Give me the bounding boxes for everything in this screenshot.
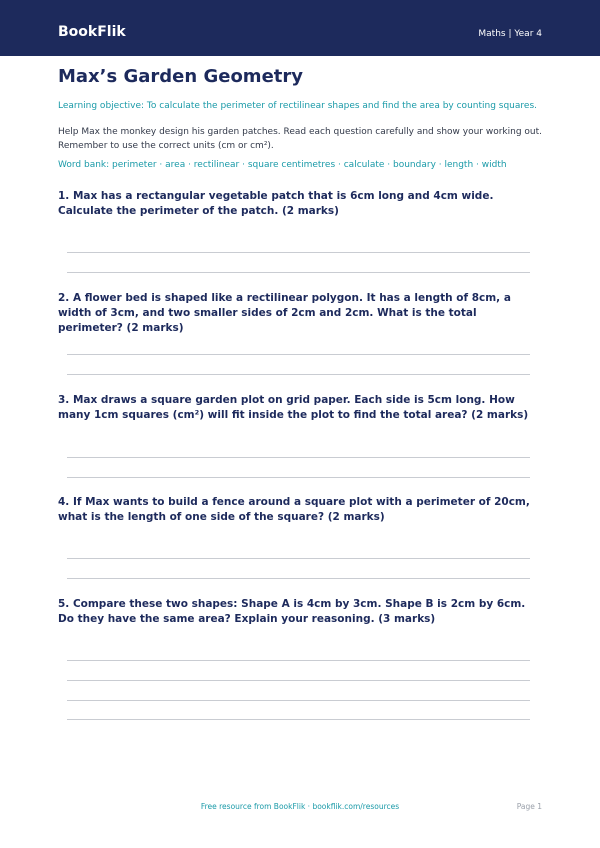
answer-line[interactable] [67,558,530,559]
question-3: 3. Max draws a square garden plot on grid paper. Each side is 5cm long. How many 1cm squares (cm²) will fit inside the plot to find the total area? (2 marks) [58,394,529,421]
subject-label: Maths | Year 4 [478,29,542,39]
question-4: 4. If Max wants to build a fence around a square plot with a perimeter of 20cm, what is the length of one side of the square? (2 marks) [58,496,530,523]
learning-objective: Learning objective: To calculate the perimeter of rectilinear shapes and find the area by counting squares. [58,101,537,111]
page-title: Max’s Garden Geometry [58,66,303,87]
footer-credit: Free resource from BookFlik · bookflik.com/resources [200,802,400,811]
answer-line[interactable] [67,252,530,253]
answer-line[interactable] [67,680,530,681]
answer-line[interactable] [67,272,530,273]
answer-line[interactable] [67,477,530,478]
answer-line[interactable] [67,374,530,375]
answer-line[interactable] [67,660,530,661]
word-bank: Word bank: perimeter · area · rectilinear · square centimetres · calculate · boundary · length · width [58,160,507,170]
header-bar [0,0,600,56]
answer-line[interactable] [67,354,530,355]
intro-text: Help Max the monkey design his garden patches. Read each question carefully and show your working out. Remember to use the correct units (cm or cm²). [58,127,543,151]
question-1: 1. Max has a rectangular vegetable patch that is 6cm long and 4cm wide. Calculate the perimeter of the patch. (2 marks) [58,190,494,217]
question-5: 5. Compare these two shapes: Shape A is 4cm by 3cm. Shape B is 2cm by 6cm. Do they have the same area? Explain your reasoning. (3 marks) [58,598,526,625]
brand-logo: BookFlik [58,24,126,40]
answer-line[interactable] [67,719,530,720]
question-2: 2. A flower bed is shaped like a rectilinear polygon. It has a length of 8cm, a width of 3cm, and two smaller sides of 2cm and 2cm. What is the total perimeter? (2 marks) [58,292,511,334]
answer-line[interactable] [67,578,530,579]
page-number: Page 1 [516,802,542,811]
answer-line[interactable] [67,457,530,458]
answer-line[interactable] [67,700,530,701]
